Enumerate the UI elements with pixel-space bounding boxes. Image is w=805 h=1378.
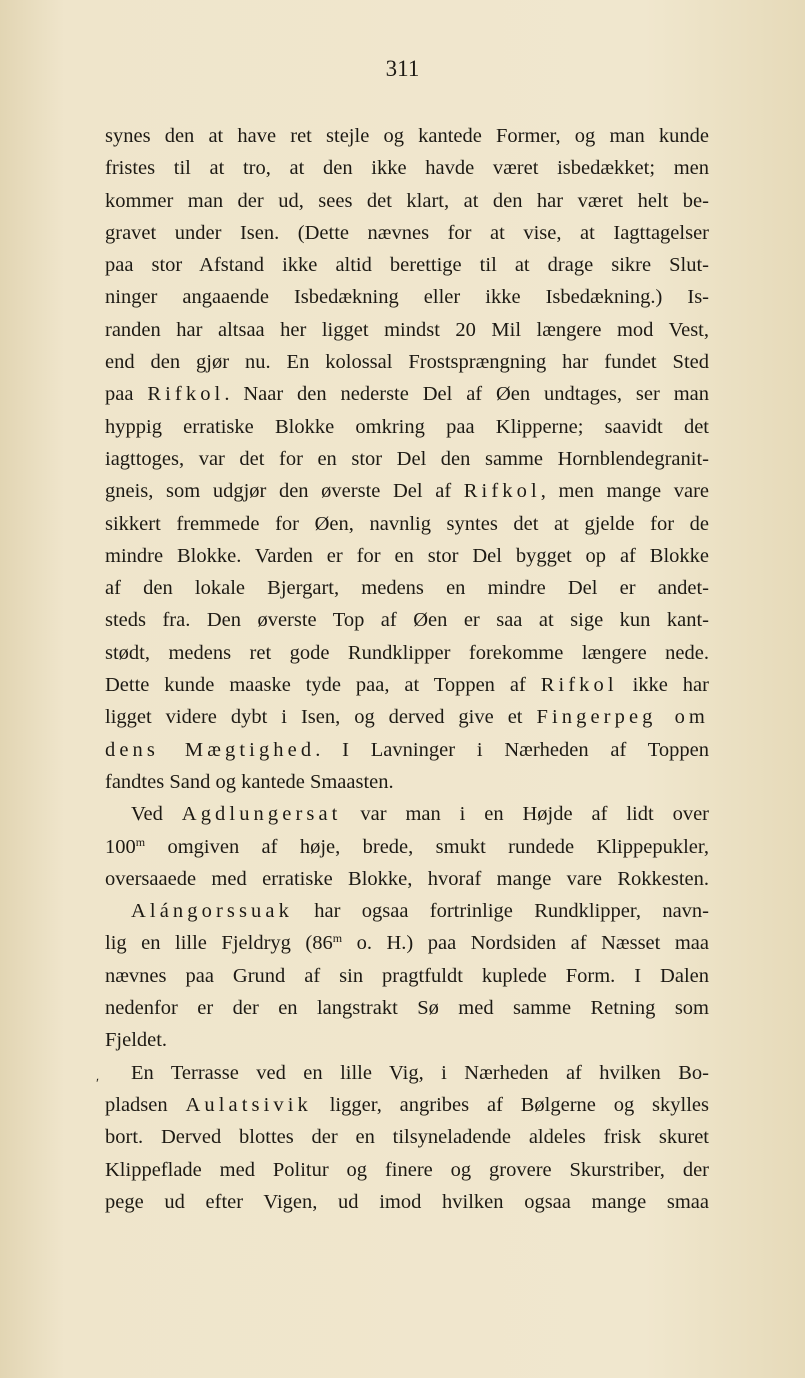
spaced-name: Agdlungersat: [181, 803, 342, 826]
text-run: 100: [105, 835, 136, 858]
text-line: [105, 766, 709, 798]
text-line: [105, 346, 709, 378]
text-run: . I Lavninger i Nærheden af Toppen: [315, 738, 709, 761]
text-run: ligget videre dybt i Isen, og derved give et: [105, 706, 537, 729]
text-run: kommer man der ud, sees det klart, at den har været helt be-: [105, 189, 709, 212]
text-run: lig en lille Fjeldryg (86: [105, 932, 333, 955]
superscript: m: [135, 834, 146, 849]
spaced-name: Rifkol: [540, 674, 618, 697]
text-line: [105, 992, 709, 1024]
text-line: [105, 1121, 709, 1153]
text-line: [105, 669, 709, 701]
text-run: mindre Blokke. Varden er for en stor Del bygget op af Blokke: [105, 544, 709, 567]
text-run: fandtes Sand og kantede Smaasten.: [105, 770, 394, 793]
text-line: [105, 281, 709, 313]
text-run: Fjeldet.: [105, 1029, 168, 1052]
text-line: [105, 378, 709, 410]
text-line: [105, 1024, 709, 1056]
spaced-name: Alángorssuak: [131, 900, 293, 923]
text-line: [105, 863, 709, 895]
text-run: af den lokale Bjergart, medens en mindre Del er andet-: [105, 577, 709, 600]
text-line: [105, 927, 709, 959]
text-line: [105, 604, 709, 636]
text-line: [105, 831, 709, 863]
text-run: sikkert fremmede for Øen, navnlig syntes det at gjelde for de: [105, 512, 709, 535]
text-run: Ved: [131, 803, 182, 826]
text-line: [105, 798, 709, 830]
text-run: ninger angaaende Isbedækning eller ikke Isbedækning.) Is-: [105, 286, 709, 309]
text-line: [105, 960, 709, 992]
text-run: oversaaede med erratiske Blokke, hvoraf mange vare Rokkesten.: [105, 867, 709, 890]
spaced-name: Fingerpeg om: [536, 706, 709, 729]
text-line: [105, 701, 709, 733]
page-number: 311: [385, 56, 420, 81]
text-run: En Terrasse ved en lille Vig, i Nærheden af hvilken Bo-: [131, 1061, 709, 1084]
text-line: [105, 217, 709, 249]
text-run: pege ud efter Vigen, ud imod hvilken ogsaa mange smaa: [105, 1190, 709, 1213]
text-run: hyppig erratiske Blokke omkring paa Klipperne; saavidt det: [105, 415, 709, 438]
text-line: [105, 475, 709, 507]
text-line: [105, 637, 709, 669]
text-run: paa stor Afstand ikke altid berettige til at drage sikre Slut-: [105, 254, 709, 277]
text-run: Dette kunde maaske tyde paa, at Toppen af: [105, 674, 541, 697]
text-line: [105, 1186, 709, 1218]
text-run: . Naar den nederste Del af Øen undtages, ser man: [224, 383, 709, 406]
text-line: [105, 895, 709, 927]
text-run: Klippeflade med Politur og finere og grovere Skurstriber, der: [105, 1158, 709, 1181]
text-line: [105, 1154, 709, 1186]
text-line: [105, 185, 709, 217]
text-line: [105, 314, 709, 346]
text-run: paa: [105, 383, 148, 406]
text-run: ligger, angribes af Bølgerne og skylles: [311, 1093, 709, 1116]
superscript: m: [332, 931, 343, 946]
text-line: [105, 411, 709, 443]
text-run: var man i en Højde af lidt over: [341, 803, 709, 826]
text-run: stødt, medens ret gode Rundklipper forekomme længere nede.: [105, 641, 709, 664]
spaced-name: Rifkol: [147, 383, 225, 406]
spaced-name: Rifkol: [463, 480, 541, 503]
text-line: [105, 540, 709, 572]
text-run: randen har altsaa her ligget mindst 20 Mil længere mod Vest,: [105, 318, 709, 341]
text-run: steds fra. Den øverste Top af Øen er saa at sige kun kant-: [105, 609, 709, 632]
text-line: [105, 152, 709, 184]
text-line: [105, 734, 709, 766]
text-run: har ogsaa fortrinlige Rundklipper, navn-: [292, 900, 709, 923]
spaced-name: Aulatsivik: [185, 1093, 312, 1116]
text-run: omgiven af høje, brede, smukt rundede Klippepukler,: [145, 835, 709, 858]
text-run: pladsen: [105, 1093, 186, 1116]
text-run: end den gjør nu. En kolossal Frostsprængning har fundet Sted: [105, 351, 709, 374]
text-run: gneis, som udgjør den øverste Del af: [105, 480, 464, 503]
text-run: , men mange vare: [540, 480, 709, 503]
text-run: fristes til at tro, at den ikke havde været isbedækket; men: [105, 157, 709, 180]
text-run: ikke har: [617, 674, 709, 697]
stray-mark: ʹ: [96, 1077, 100, 1092]
text-line: [105, 508, 709, 540]
text-line: [105, 572, 709, 604]
text-run: o. H.) paa Nordsiden af Næsset maa: [342, 932, 710, 955]
text-line: [105, 1089, 709, 1121]
text-run: iagttoges, var det for en stor Del den samme Hornblendegranit-: [105, 447, 709, 470]
spaced-name: dens Mægtighed: [105, 738, 316, 761]
text-run: nævnes paa Grund af sin pragtfuldt kuplede Form. I Dalen: [105, 964, 709, 987]
text-line: [105, 249, 709, 281]
text-run: bort. Derved blottes der en tilsyneladende aldeles frisk skuret: [105, 1126, 709, 1149]
text-run: nedenfor er der en langstrakt Sø med samme Retning som: [105, 997, 709, 1020]
text-line: [105, 1057, 709, 1089]
text-line: [105, 120, 709, 152]
body-text: [105, 120, 709, 1218]
text-line: [105, 443, 709, 475]
text-run: synes den at have ret stejle og kantede Former, og man kunde: [105, 125, 709, 147]
text-run: gravet under Isen. (Dette nævnes for at vise, at Iagttagelser: [105, 221, 709, 244]
